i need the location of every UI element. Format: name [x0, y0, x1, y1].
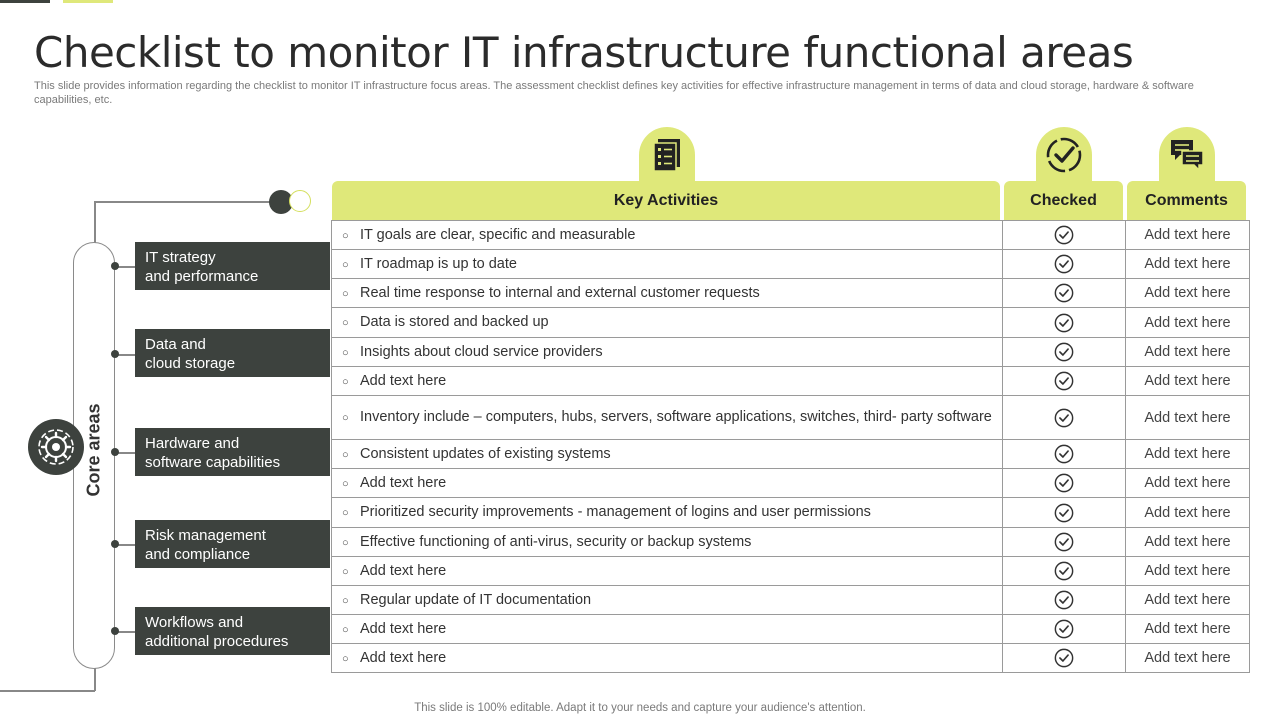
comment-cell[interactable]: Add text here [1126, 221, 1250, 250]
area-hardware-software [135, 428, 330, 476]
table-row [332, 586, 1250, 615]
check-circle-icon [1054, 225, 1074, 245]
footer-note: This slide is 100% editable. Adapt it to your needs and capture your audience's attention. [414, 702, 866, 714]
checked-cell [1003, 528, 1126, 557]
bullet-circle-icon: ○ [342, 477, 349, 490]
activity-content [342, 649, 994, 668]
area-workflows [135, 607, 330, 655]
activity-content [342, 372, 994, 391]
checked-cell [1003, 396, 1126, 440]
comment-cell[interactable]: Add text here [1126, 615, 1250, 644]
activity-cell [332, 586, 1003, 615]
area-label-line2: and performance [145, 268, 259, 285]
check-circle-icon [1054, 473, 1074, 493]
activity-content [342, 408, 994, 427]
comment-cell[interactable]: Add text here [1126, 498, 1250, 528]
branch-dot-5 [111, 627, 119, 635]
table-row [332, 644, 1250, 673]
bullet-circle-icon: ○ [342, 375, 349, 388]
check-circle-icon [1054, 283, 1074, 303]
check-circle-icon [1054, 254, 1074, 274]
checklist-table [331, 220, 1250, 673]
table-row [332, 498, 1250, 528]
checklist-table-body [332, 221, 1250, 673]
activity-cell [332, 338, 1003, 367]
table-row [332, 221, 1250, 250]
activity-cell [332, 644, 1003, 673]
checked-cell [1003, 308, 1126, 338]
comment-cell[interactable]: Add text here [1126, 440, 1250, 469]
bullet-circle-icon: ○ [342, 594, 349, 607]
check-circle-icon [1054, 444, 1074, 464]
activity-cell [332, 498, 1003, 528]
check-circle-icon [1054, 619, 1074, 639]
bullet-circle-icon: ○ [342, 229, 349, 242]
area-label-line1: Risk management [145, 527, 266, 544]
activity-content [342, 533, 994, 552]
area-label-line2: cloud storage [145, 355, 236, 372]
bullet-circle-icon: ○ [342, 507, 349, 519]
bullet-circle-icon: ○ [342, 346, 349, 359]
table-row [332, 367, 1250, 396]
comment-cell[interactable]: Add text here [1126, 396, 1250, 440]
comment-cell[interactable]: Add text here [1126, 367, 1250, 396]
checked-cell [1003, 250, 1126, 279]
activity-content [342, 620, 994, 639]
activity-cell [332, 308, 1003, 338]
activity-text: IT roadmap is up to date [360, 255, 517, 272]
check-circle-icon [1054, 313, 1074, 333]
area-it-strategy [135, 242, 330, 290]
chat-bubbles-icon [1168, 137, 1206, 173]
activity-text: Regular update of IT documentation [360, 591, 592, 608]
area-risk-compliance [135, 520, 330, 568]
area-label-line2: software capabilities [145, 454, 281, 471]
check-circle-icon [1054, 371, 1074, 391]
settings-gear-icon [28, 419, 84, 475]
checked-cell [1003, 644, 1126, 673]
table-row [332, 338, 1250, 367]
activities-icon-tab [639, 127, 695, 183]
table-row [332, 250, 1250, 279]
area-label-line1: Workflows and [145, 614, 244, 631]
activity-content [342, 474, 994, 493]
branch-dot-2 [111, 350, 119, 358]
page-subtitle: This slide provides information regarding the checklist to monitor IT infrastructure focus areas. The assessment checklist defines key activities for effective infrastructure management in terms of data and cloud storage, hardware & software capabilities, etc. [34, 80, 1194, 106]
activity-text: Data is stored and backed up [360, 314, 549, 330]
bullet-circle-icon: ○ [342, 536, 349, 549]
checked-cell [1003, 498, 1126, 528]
activity-text: Add text here [360, 372, 447, 389]
top-accent-lime [63, 0, 113, 3]
activity-content [342, 343, 994, 362]
activity-cell [332, 528, 1003, 557]
bullet-circle-icon: ○ [342, 565, 349, 578]
rail-bottom-vertical [94, 668, 96, 691]
activity-text: Prioritized security improvements - management of logins and user permissions [360, 504, 871, 520]
checked-cell [1003, 557, 1126, 586]
activity-content [342, 562, 994, 581]
comment-cell[interactable]: Add text here [1126, 528, 1250, 557]
area-data-cloud [135, 329, 330, 377]
table-row [332, 469, 1250, 498]
header-checked: Checked [1004, 181, 1123, 220]
bullet-circle-icon: ○ [342, 412, 349, 424]
area-label-line1: Data and [145, 336, 206, 353]
check-circle-icon [1054, 590, 1074, 610]
activity-cell [332, 250, 1003, 279]
activity-content [342, 591, 994, 610]
connector-ring [289, 190, 311, 212]
branch-dot-1 [111, 262, 119, 270]
activity-cell [332, 221, 1003, 250]
core-areas-label: Core areas [83, 403, 104, 497]
check-circle-icon [1054, 532, 1074, 552]
activity-cell [332, 367, 1003, 396]
checked-cell [1003, 367, 1126, 396]
activity-text: Add text here [360, 649, 447, 666]
activity-cell [332, 615, 1003, 644]
activity-text: Inventory include – computers, hubs, servers, software applications, switches, third- party software [360, 409, 992, 425]
bullet-circle-icon: ○ [342, 652, 349, 665]
table-row [332, 557, 1250, 586]
bullet-circle-icon: ○ [342, 317, 349, 329]
table-row [332, 528, 1250, 557]
activity-content [342, 445, 994, 464]
checked-cell [1003, 615, 1126, 644]
comment-cell[interactable]: Add text here [1126, 308, 1250, 338]
area-label-line2: and compliance [145, 546, 251, 563]
area-label-line2: additional procedures [145, 633, 289, 650]
activity-cell [332, 279, 1003, 308]
bullet-circle-icon: ○ [342, 448, 349, 461]
comment-cell[interactable]: Add text here [1126, 250, 1250, 279]
activity-text: IT goals are clear, specific and measurable [360, 226, 636, 243]
check-circle-icon [1044, 135, 1084, 175]
activity-content [342, 313, 994, 332]
activity-cell [332, 557, 1003, 586]
activity-text: Effective functioning of anti-virus, security or backup systems [360, 533, 752, 550]
top-accent-dark [0, 0, 50, 3]
activity-cell [332, 440, 1003, 469]
activity-text: Consistent updates of existing systems [360, 445, 611, 462]
header-key-activities: Key Activities [332, 181, 1000, 220]
bullet-circle-icon: ○ [342, 623, 349, 636]
check-circle-icon [1054, 408, 1074, 428]
activity-text: Insights about cloud service providers [360, 343, 603, 360]
page-title: Checklist to monitor IT infrastructure functional areas [34, 28, 1134, 77]
check-circle-icon [1054, 342, 1074, 362]
table-row [332, 440, 1250, 469]
activity-cell [332, 469, 1003, 498]
comment-cell[interactable]: Add text here [1126, 557, 1250, 586]
checked-cell [1003, 586, 1126, 615]
rail-top-vertical [94, 201, 96, 243]
activity-text: Add text here [360, 620, 447, 637]
check-circle-icon [1054, 648, 1074, 668]
table-row [332, 615, 1250, 644]
header-comments: Comments [1127, 181, 1246, 220]
activity-text: Real time response to internal and external customer requests [360, 284, 760, 301]
activity-content [342, 284, 994, 303]
table-row [332, 396, 1250, 440]
table-row [332, 279, 1250, 308]
branch-dot-3 [111, 448, 119, 456]
checked-cell [1003, 338, 1126, 367]
area-label-line1: Hardware and [145, 435, 240, 452]
branch-dot-4 [111, 540, 119, 548]
comment-cell[interactable]: Add text here [1126, 469, 1250, 498]
rail-top-horizontal [94, 201, 270, 203]
bullet-circle-icon: ○ [342, 258, 349, 271]
area-label-line1: IT strategy [145, 249, 216, 266]
activity-text: Add text here [360, 474, 447, 491]
activity-content [342, 255, 994, 274]
activity-content [342, 503, 994, 522]
check-circle-icon [1054, 561, 1074, 581]
activity-text: Add text here [360, 562, 447, 579]
comment-cell[interactable]: Add text here [1126, 279, 1250, 308]
checked-cell [1003, 279, 1126, 308]
checklist-document-icon [650, 137, 684, 173]
table-row [332, 308, 1250, 338]
activity-cell [332, 396, 1003, 440]
checked-icon-tab [1036, 127, 1092, 183]
rail-bottom-horizontal [0, 690, 95, 692]
comment-cell[interactable]: Add text here [1126, 586, 1250, 615]
bullet-circle-icon: ○ [342, 287, 349, 300]
checked-cell [1003, 440, 1126, 469]
comment-cell[interactable]: Add text here [1126, 644, 1250, 673]
comments-icon-tab [1159, 127, 1215, 183]
activity-content [342, 226, 994, 245]
checked-cell [1003, 469, 1126, 498]
comment-cell[interactable]: Add text here [1126, 338, 1250, 367]
check-circle-icon [1054, 503, 1074, 523]
checked-cell [1003, 221, 1126, 250]
